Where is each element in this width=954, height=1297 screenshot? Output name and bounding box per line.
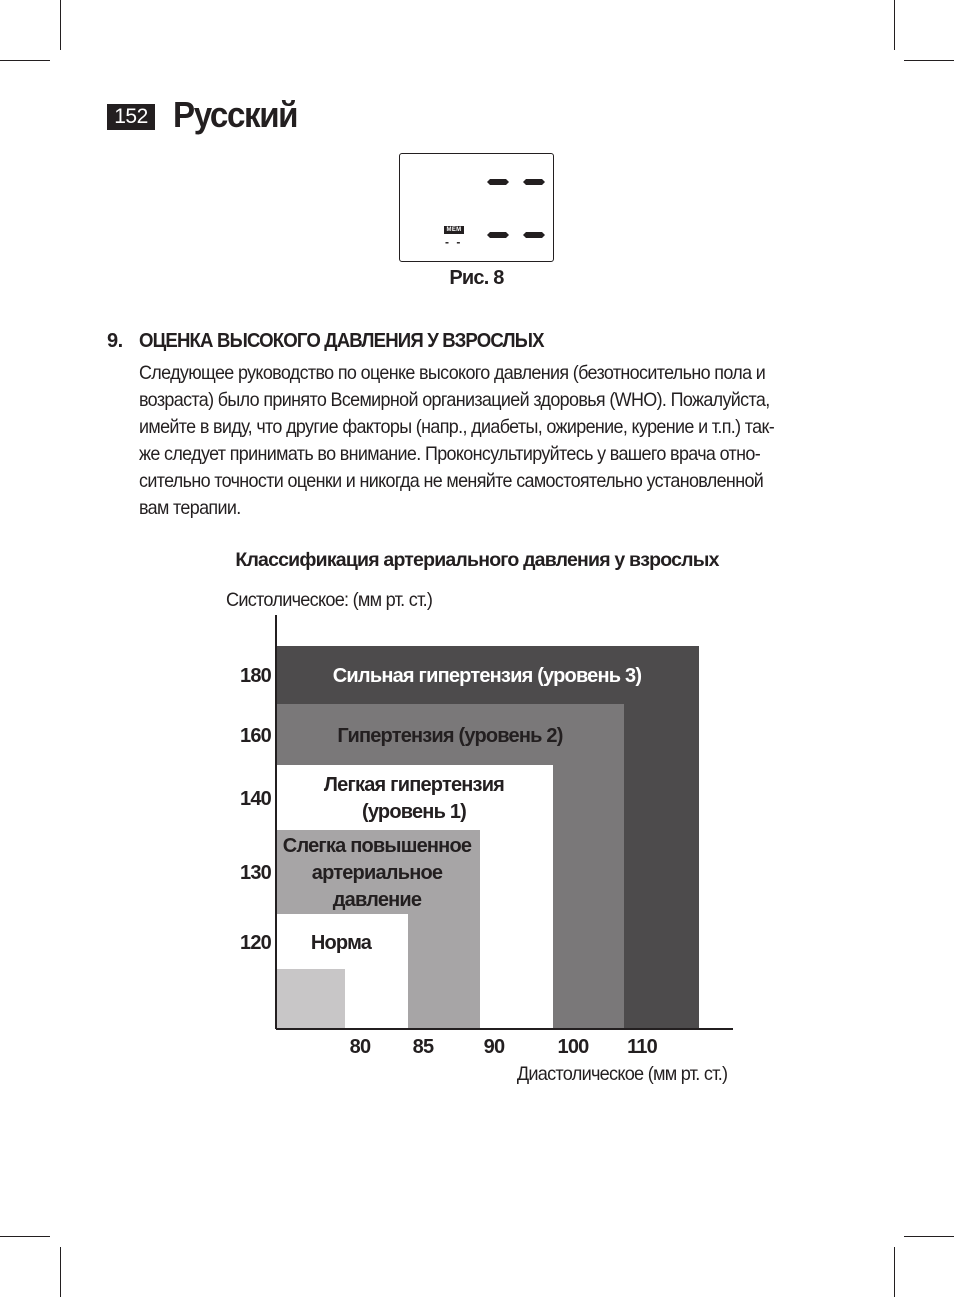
memory-dashes: - -	[445, 235, 463, 249]
zone-optimal	[276, 969, 345, 1029]
zone-label: Слегка повышенное	[282, 835, 472, 857]
y-tick-label: 120	[240, 932, 271, 954]
body-line: вам терапии.	[139, 497, 241, 519]
zone-label: Легкая гипертензия	[323, 774, 505, 796]
chart-title: Классификация артериального давления у взрослых	[235, 549, 719, 571]
body-line: Следующее руководство по оценке высокого давления (безотносительно пола и	[139, 362, 766, 384]
x-tick-label: 100	[557, 1036, 589, 1058]
body-line: же следует принимать во внимание. Проконсультируйтесь у вашего врача отно-	[139, 443, 761, 465]
y-tick-label: 140	[240, 788, 271, 810]
body-line: сительно точности оценки и никогда не меняйте самостоятельно установленной	[139, 470, 764, 492]
page-number: 152	[107, 104, 155, 130]
x-tick-label: 80	[349, 1036, 371, 1058]
body-line: возраста) было принято Всемирной организацией здоровья (WHO). Пожалуйста,	[139, 389, 770, 411]
zone-label: (уровень 1)	[361, 801, 467, 823]
zone-label: Норма	[310, 932, 372, 954]
x-tick-label: 90	[483, 1036, 505, 1058]
y-tick-label: 130	[240, 862, 271, 884]
page-title: Русский	[173, 94, 298, 135]
y-tick-label: 160	[240, 725, 271, 747]
body-line: имейте в виду, что другие факторы (напр., диабеты, ожирение, курение и т.п.) так-	[139, 416, 775, 438]
zone-label: Гипертензия (уровень 2)	[337, 725, 563, 747]
mem-badge: MEM	[444, 226, 464, 234]
section-number: 9.	[107, 330, 123, 352]
section-heading: ОЦЕНКА ВЫСОКОГО ДАВЛЕНИЯ У ВЗРОСЛЫХ	[139, 330, 544, 352]
zone-label: артериальное	[311, 862, 443, 884]
zone-label: давление	[332, 889, 422, 911]
x-tick-label: 85	[412, 1036, 434, 1058]
x-tick-label: 110	[627, 1036, 657, 1058]
figure-caption: Рис. 8	[449, 267, 504, 289]
y-tick-label: 180	[240, 665, 271, 687]
x-axis-title: Диастолическое (мм рт. ст.)	[516, 1063, 727, 1085]
zone-label: Сильная гипертензия (уровень 3)	[332, 665, 642, 687]
y-axis-title: Систолическое: (мм рт. ст.)	[226, 589, 433, 611]
